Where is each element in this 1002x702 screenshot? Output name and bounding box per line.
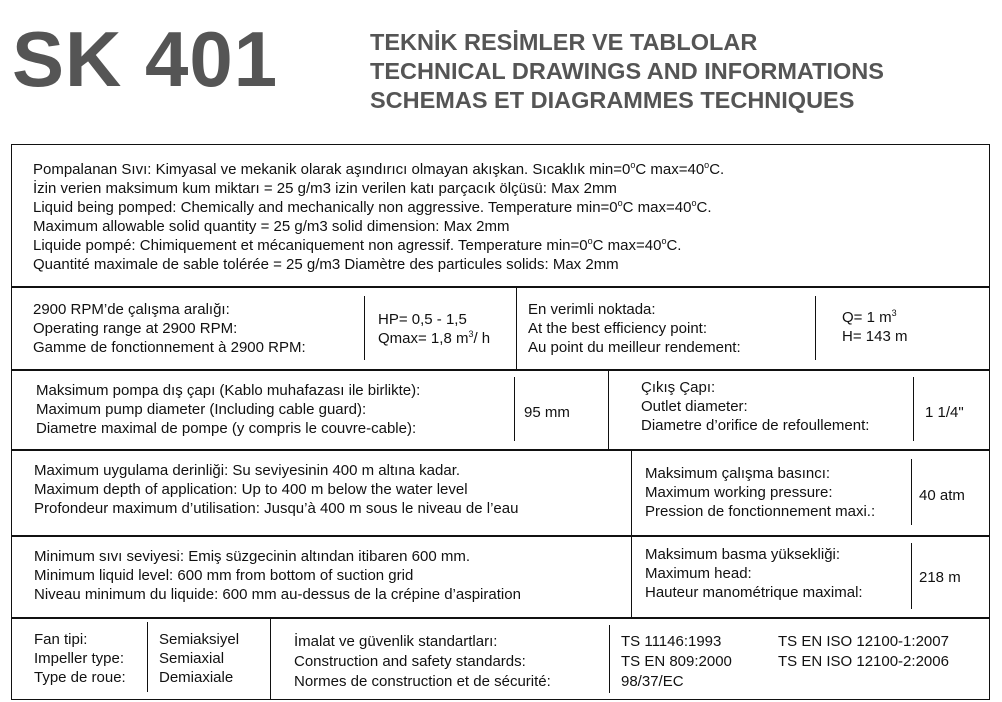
liquid-line: Pompalanan Sıvı: Kimyasal ve mekanik olarak aşındırıcı olmayan akışkan. Sıcaklık $\min=0^oC$ $\max=40^oC$. xyxy=(33,160,725,178)
standard-item: TS 11146:1993 xyxy=(621,633,722,650)
outlet-label: Diametre d’orifice de refoullement: xyxy=(641,417,870,434)
max-head-label: Hauteur manométrique maximal: xyxy=(645,584,863,601)
level-label: Minimum sıvı seviyesi: Emiş süzgecinin altından itibaren 600 mm. xyxy=(34,548,470,565)
divider xyxy=(815,296,816,360)
pressure-label: Maximum working pressure: xyxy=(645,484,833,501)
qmax-value: Qmax= 1,8 $m^3/$ h xyxy=(378,329,491,347)
hp-range: HP= 0,5 - 1,5 xyxy=(378,311,467,328)
impeller-label: Impeller type: xyxy=(34,650,125,667)
diameter-value: 95 mm xyxy=(524,404,570,421)
title-french: SCHEMAS ET DIAGRAMMES TECHNIQUES xyxy=(370,87,855,113)
standards-label: İmalat ve güvenlik standartları: xyxy=(294,633,498,650)
divider xyxy=(364,296,365,360)
divider xyxy=(631,450,632,536)
depth-label: Profondeur maximum d’utilisation: Jusqu’à 400 m sous le niveau de l’eau xyxy=(34,500,519,517)
max-head-value: 218 m xyxy=(919,569,961,586)
liquid-line: Maximum allowable solid quantity = 25 g/m3 solid dimension: Max 2mm xyxy=(33,218,510,235)
divider xyxy=(514,377,515,441)
pressure-label: Maksimum çalışma basıncı: xyxy=(645,465,831,482)
rpm-label: Gamme de fonctionnement à 2900 RPM: xyxy=(33,339,306,356)
outlet-label: Çıkış Çapı: xyxy=(641,379,716,396)
head-value: H= 143 m xyxy=(842,328,908,345)
rpm-label: Operating range at 2900 RPM: xyxy=(33,320,238,337)
liquid-line: Liquide pompé: Chimiquement et mécaniquement non agressif. Temperature $\min=0^oC$ $\max=40^oC$. xyxy=(33,236,682,254)
standard-item: TS EN 809:2000 xyxy=(621,653,732,670)
level-box xyxy=(11,536,990,618)
standards-label: Construction and safety standards: xyxy=(294,653,526,670)
impeller-box xyxy=(11,618,990,700)
title-english: TECHNICAL DRAWINGS AND INFORMATIONS xyxy=(370,58,884,84)
impeller-value: Demiaxiale xyxy=(159,669,234,686)
impeller-value: Semiaxial xyxy=(159,650,225,667)
best-point-label: At the best efficiency point: xyxy=(528,320,707,337)
diameter-label: Maximum pump diameter (Including cable guard): xyxy=(36,401,367,418)
standard-item: TS EN ISO 12100-2:2006 xyxy=(778,653,949,670)
model-title: SK 401 xyxy=(12,15,279,103)
best-point-label: Au point du meilleur rendement: xyxy=(528,339,741,356)
divider xyxy=(913,377,914,441)
rpm-box xyxy=(11,287,990,370)
standard-item: 98/37/EC xyxy=(621,673,684,690)
divider xyxy=(631,536,632,618)
outlet-box xyxy=(608,370,990,450)
standards-label: Normes de construction et de sécurité: xyxy=(294,673,551,690)
divider xyxy=(609,625,610,693)
impeller-label: Type de roue: xyxy=(34,669,126,686)
divider xyxy=(516,287,517,370)
diameter-label: Maksimum pompa dış çapı (Kablo muhafazası ile birlikte): xyxy=(36,382,421,399)
divider xyxy=(911,543,912,609)
liquid-line: Liquid being pomped: Chemically and mechanically non aggressive. Temperature $\min=0^oC$ $\max=40^oC$. xyxy=(33,198,712,216)
diameter-label: Diametre maximal de pompe (y compris le couvre-cable): xyxy=(36,420,417,437)
level-label: Minimum liquid level: 600 mm from bottom of suction grid xyxy=(34,567,414,584)
liquid-line: Quantité maximale de sable tolérée = 25 g/m3 Diamètre des particules solids: Max 2mm xyxy=(33,256,619,273)
header-titles xyxy=(370,28,884,115)
liquid-spec-box xyxy=(11,144,990,287)
max-head-label: Maximum head: xyxy=(645,565,752,582)
level-label: Niveau minimum du liquide: 600 mm au-dessus de la crépine d’aspiration xyxy=(34,586,521,603)
impeller-label: Fan tipi: xyxy=(34,631,88,648)
diameter-box xyxy=(11,370,609,450)
max-head-label: Maksimum basma yüksekliği: xyxy=(645,546,841,563)
outlet-label: Outlet diameter: xyxy=(641,398,748,415)
outlet-value: 1 1/4" xyxy=(925,404,964,421)
depth-label: Maximum uygulama derinliği: Su seviyesinin 400 m altına kadar. xyxy=(34,462,461,479)
title-turkish: TEKNİK RESİMLER VE TABLOLAR xyxy=(370,29,758,55)
rpm-label: 2900 RPM’de çalışma aralığı: xyxy=(33,301,230,318)
liquid-line: İzin verien maksimum kum miktarı = 25 g/m3 izin verilen katı parçacık ölçüsü: Max 2mm xyxy=(33,180,617,197)
divider xyxy=(270,618,271,700)
standard-item: TS EN ISO 12100-1:2007 xyxy=(778,633,949,650)
depth-label: Maximum depth of application: Up to 400 m below the water level xyxy=(34,481,468,498)
impeller-value: Semiaksiyel xyxy=(159,631,240,648)
best-point-label: En verimli noktada: xyxy=(528,301,656,318)
pressure-label: Pression de fonctionnement maxi.: xyxy=(645,503,876,520)
depth-box xyxy=(11,450,990,536)
flow-value: Q= 1 $m^3$ xyxy=(842,308,897,326)
divider xyxy=(147,622,148,692)
pressure-value: 40 atm xyxy=(919,487,965,504)
divider xyxy=(911,459,912,525)
